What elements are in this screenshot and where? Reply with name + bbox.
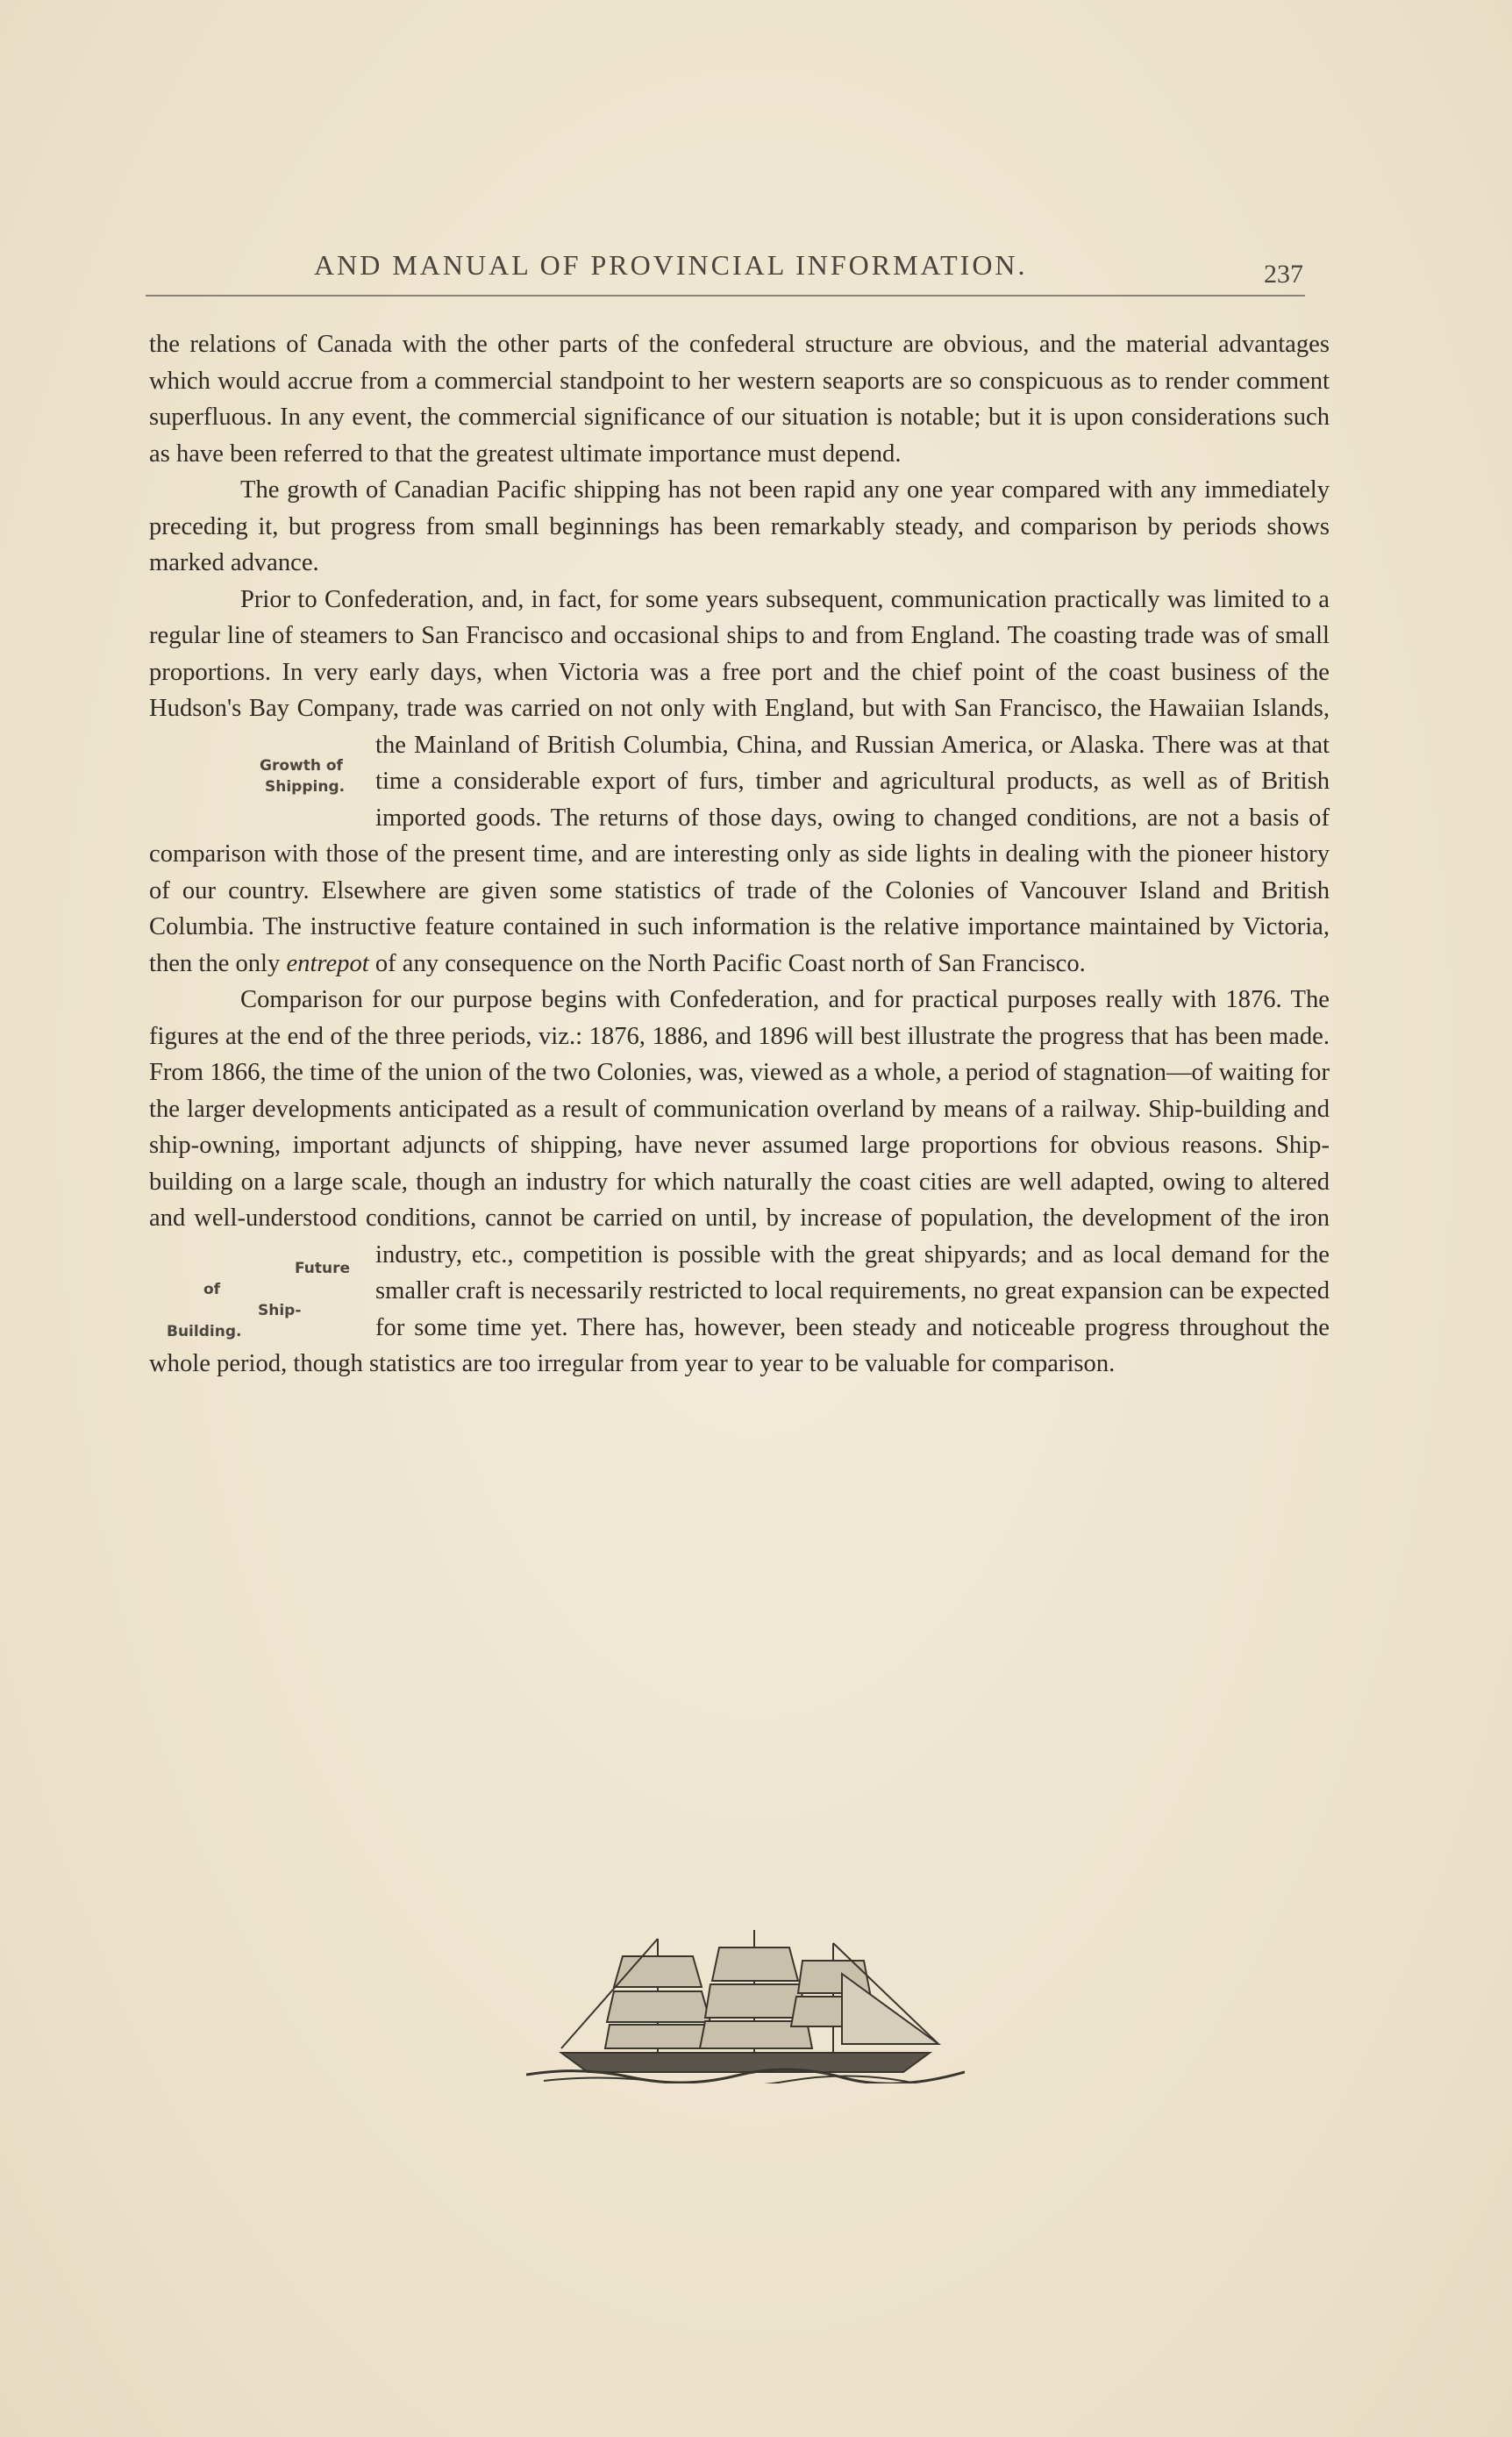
sailing-ship-icon bbox=[526, 1921, 965, 2083]
margin-note-growth-of-shipping bbox=[167, 755, 351, 797]
margin-note-line: Growth of bbox=[260, 756, 343, 775]
italic-entrepot: entrepot bbox=[286, 949, 369, 977]
margin-note-line: Shipping. bbox=[265, 777, 346, 796]
paragraph-4-part-b: industry, etc., competition is possible with the great shipyards; and as local demand for the smaller craft is necessarily restricted to local requirements, no great expansion can be expected for some time yet. There has, however, been steady and noticeable progress throughout the whole period, though statistics are too irregular from year to year to be valuable for comparison. bbox=[149, 1240, 1330, 1377]
paragraph-3-part-c: of any consequence on the North Pacific Coast north of San Francisco. bbox=[374, 949, 1086, 977]
header-rule bbox=[146, 295, 1305, 297]
paragraph-3-part-a: Prior to Confederation, and, in fact, for some years subsequent, communication practically was limited to a regular line of steamers to San Francisco and occasional ships to and from England. The coasting trade was of small proportions. In very early days, when Victoria was a free port and the chief point of the coast business of the Hudson's Bay Company, trade was carried on not only with England, but with San Francisco, the Hawaiian Islands, the Mainland of bbox=[149, 585, 1330, 759]
margin-note-line: Ship-Building. bbox=[167, 1301, 302, 1340]
paragraph-3-part-b: British Columbia, China, and Russian America, or Alaska. There was at that time a considerable export of furs, timber and agricultural products, as well as of British imported goods. The returns of those days, owing to changed conditions, are not a basis of comparison with those of the present time, and are interesting only as side lights in dealing with the pioneer history of our country. Elsewhere are given some statistics of trade of the Colonies of Vancouver Island and British Columbia. The instructive feature contained in such information is the relative importance maintained by Victoria, then the only bbox=[149, 731, 1330, 977]
margin-note-line: Future of bbox=[203, 1259, 351, 1298]
margin-note-box bbox=[149, 727, 375, 836]
body-text bbox=[149, 326, 1330, 1383]
paragraph-4-part-a: Comparison for our purpose begins with Confederation, and for practical purposes really with 1876. The figures at the end of the three periods, viz.: 1876, 1886, and 1896 will best illustrate the progress that has been made. From 1866, the time of the union of the two Colonies, was, viewed as a whole, a period of stagnation—of waiting for the larger developments anticipated as a result of communication overland by means of a railway. Ship-building and ship-owning, important adjuncts of shipping, have never assumed large proportions for obvious reasons. Ship-building on a large scale, though an industry for which naturally the coast cities are well adapted, owing to altered and well-understood conditions, cannot be carried on until, by increase of population, the development of the iron bbox=[149, 986, 1330, 1232]
margin-note-box bbox=[149, 1237, 375, 1346]
paragraph-4 bbox=[149, 982, 1330, 1383]
running-head bbox=[147, 246, 1303, 289]
paragraph-2: The growth of Canadian Pacific shipping has not been rapid any one year compared with any immediately preceding it, but progress from small beginnings has been remarkably steady, and comparison by periods shows marked advance. bbox=[149, 476, 1330, 576]
margin-note-future-of-ship-building bbox=[167, 1258, 351, 1342]
paragraph-3 bbox=[149, 582, 1330, 983]
page-number: 237 bbox=[1264, 260, 1303, 289]
paragraph-1: the relations of Canada with the other parts of the confederal structure are obvious, and the material advantages which would accrue from a commercial standpoint to her western seaports are so conspicuous as to render comment superfluous. In any event, the commercial significance of our situation is notable; but it is upon considerations such as have been referred to that the greatest ultimate importance must depend. bbox=[149, 331, 1330, 468]
running-title: AND MANUAL OF PROVINCIAL INFORMATION. bbox=[314, 249, 1028, 281]
